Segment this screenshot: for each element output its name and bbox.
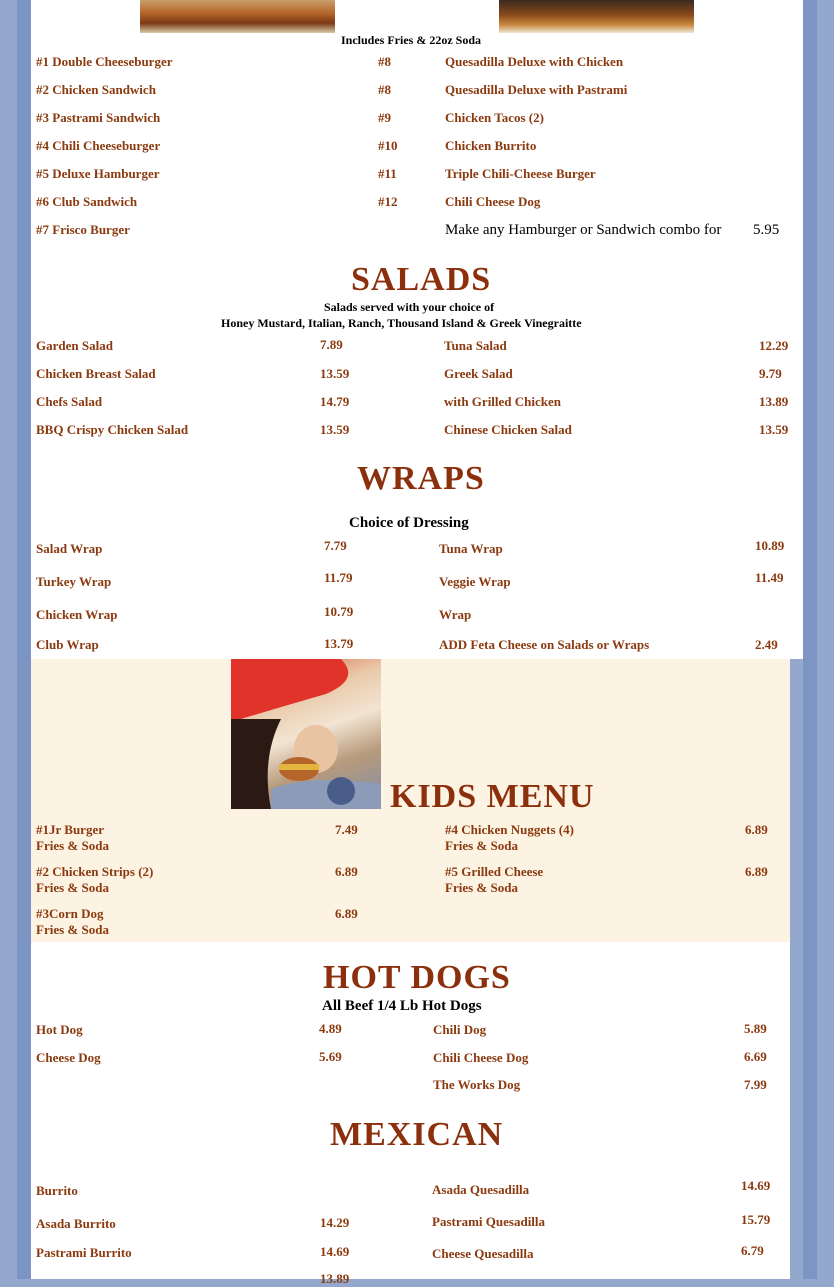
combo-item: Quesadilla Deluxe with Chicken xyxy=(445,54,624,69)
wrap-item-price: 10.79 xyxy=(324,604,354,619)
salad-item-name: Garden Salad xyxy=(36,338,113,353)
salad-item-price: 14.79 xyxy=(320,394,350,409)
hotdog-item-price: 6.69 xyxy=(744,1049,767,1064)
right-border xyxy=(803,0,817,1279)
kids-item-name: #1Jr Burger xyxy=(36,822,104,837)
wrap-item-name: Turkey Wrap xyxy=(36,574,112,589)
mexican-item-name: Cheese Quesadilla xyxy=(432,1246,534,1261)
combo-item: #5 Deluxe Hamburger xyxy=(36,166,160,181)
salad-item-price: 13.59 xyxy=(320,366,350,381)
kids-item-price: 6.89 xyxy=(745,822,768,837)
salad-item-name: with Grilled Chicken xyxy=(444,394,562,409)
combo-number: #9 xyxy=(378,110,391,125)
kids-item-name: #2 Chicken Strips (2) xyxy=(36,864,154,879)
combo-number: #12 xyxy=(378,194,398,209)
kids-item-sides: Fries & Soda xyxy=(36,880,109,895)
mexican-item-name: Burrito xyxy=(36,1183,78,1198)
kids-item-name: #3Corn Dog xyxy=(36,906,104,921)
hotdog-item-name: The Works Dog xyxy=(433,1077,521,1092)
wrap-item-name: Wrap xyxy=(439,607,472,622)
salad-item-price: 9.79 xyxy=(759,366,782,381)
kids-item-price: 6.89 xyxy=(745,864,768,879)
kids-item-name: #5 Grilled Cheese xyxy=(445,864,544,879)
kids-item-price: 6.89 xyxy=(335,906,358,921)
make-any-combo-price: 5.95 xyxy=(753,222,780,238)
mexican-item-price: 14.29 xyxy=(320,1215,350,1230)
make-any-combo-text: Make any Hamburger or Sandwich combo for xyxy=(445,222,722,238)
hotdog-item-name: Chili Dog xyxy=(433,1022,487,1037)
wrap-item-name: Chicken Wrap xyxy=(36,607,118,622)
wrap-item-price: 13.79 xyxy=(324,636,354,651)
kids-item-price: 7.49 xyxy=(335,822,358,837)
hot-dogs-heading: HOT DOGS xyxy=(323,959,511,996)
salad-item-price: 13.59 xyxy=(759,422,789,437)
mexican-item-price: 6.79 xyxy=(741,1243,764,1258)
hotdog-item-price: 7.99 xyxy=(744,1077,767,1092)
combo-item: #4 Chili Cheeseburger xyxy=(36,138,161,153)
kids-item-name: #4 Chicken Nuggets (4) xyxy=(445,822,574,837)
salad-item-name: Chicken Breast Salad xyxy=(36,366,156,381)
combo-number: #11 xyxy=(378,166,397,181)
combos-includes: Includes Fries & 22oz Soda xyxy=(341,33,482,47)
combo-item: #2 Chicken Sandwich xyxy=(36,82,156,97)
combo-number: #8 xyxy=(378,54,391,69)
hotdog-item-price: 4.89 xyxy=(319,1021,342,1036)
mexican-item-name: Pastrami Burrito xyxy=(36,1245,132,1260)
wrap-item-price: 7.79 xyxy=(324,538,347,553)
combo-item: #6 Club Sandwich xyxy=(36,194,138,209)
wraps-subtitle: Choice of Dressing xyxy=(349,515,469,531)
combo-item: Chicken Burrito xyxy=(445,138,537,153)
burger-photo-right xyxy=(499,0,694,33)
wrap-item-name: Salad Wrap xyxy=(36,541,103,556)
hot-dogs-subtitle: All Beef 1/4 Lb Hot Dogs xyxy=(322,998,482,1014)
kids-item-sides: Fries & Soda xyxy=(36,838,109,853)
mexican-item-price: 14.69 xyxy=(741,1178,771,1193)
hotdog-item-name: Hot Dog xyxy=(36,1022,83,1037)
combo-item: Triple Chili-Cheese Burger xyxy=(445,166,596,181)
combo-number: #10 xyxy=(378,138,398,153)
kids-item-price: 6.89 xyxy=(335,864,358,879)
kids-menu-heading: KIDS MENU xyxy=(390,778,595,815)
mexican-item-name: Pastrami Quesadilla xyxy=(432,1214,546,1229)
salads-subtitle: Salads served with your choice of xyxy=(324,300,495,314)
salads-dressings: Honey Mustard, Italian, Ranch, Thousand Island & Greek Vinegraitte xyxy=(221,316,582,330)
wrap-item-name: ADD Feta Cheese on Salads or Wraps xyxy=(439,637,650,652)
wrap-item-price: 10.89 xyxy=(755,538,785,553)
wrap-item-price: 2.49 xyxy=(755,637,778,652)
salad-item-name: Chefs Salad xyxy=(36,394,103,409)
mexican-heading: MEXICAN xyxy=(330,1116,504,1153)
combo-item: Chicken Tacos (2) xyxy=(445,110,544,125)
mexican-item-price: 14.69 xyxy=(320,1244,350,1259)
salad-item-name: BBQ Crispy Chicken Salad xyxy=(36,422,189,437)
salad-item-price: 7.89 xyxy=(320,337,343,352)
mexican-item-name: Asada Burrito xyxy=(36,1216,116,1231)
combo-item: Quesadilla Deluxe with Pastrami xyxy=(445,82,628,97)
wrap-item-name: Tuna Wrap xyxy=(439,541,503,556)
combo-number: #8 xyxy=(378,82,391,97)
combo-item: #3 Pastrami Sandwich xyxy=(36,110,161,125)
hotdog-item-price: 5.89 xyxy=(744,1021,767,1036)
salad-item-name: Chinese Chicken Salad xyxy=(444,422,572,437)
mexican-item-name: Asada Quesadilla xyxy=(432,1182,530,1197)
salad-item-name: Tuna Salad xyxy=(444,338,507,353)
salad-item-price: 12.29 xyxy=(759,338,789,353)
salad-item-price: 13.89 xyxy=(759,394,789,409)
combo-item: Chili Cheese Dog xyxy=(445,194,541,209)
wrap-item-name: Club Wrap xyxy=(36,637,99,652)
combo-item: #1 Double Cheeseburger xyxy=(36,54,173,69)
kids-item-sides: Fries & Soda xyxy=(445,838,518,853)
burger-photo-left xyxy=(140,0,335,33)
salad-item-name: Greek Salad xyxy=(444,366,513,381)
wrap-item-price: 11.49 xyxy=(755,570,784,585)
kids-item-sides: Fries & Soda xyxy=(36,922,109,937)
hotdog-item-name: Chili Cheese Dog xyxy=(433,1050,529,1065)
combo-item: #7 Frisco Burger xyxy=(36,222,130,237)
left-border xyxy=(17,0,31,1279)
wrap-item-name: Veggie Wrap xyxy=(439,574,511,589)
hotdog-item-name: Cheese Dog xyxy=(36,1050,101,1065)
hotdog-item-price: 5.69 xyxy=(319,1049,342,1064)
salad-item-price: 13.59 xyxy=(320,422,350,437)
kids-item-sides: Fries & Soda xyxy=(445,880,518,895)
wrap-item-price: 11.79 xyxy=(324,570,353,585)
mexican-item-price: 15.79 xyxy=(741,1212,771,1227)
kid-eating-burger-photo xyxy=(231,659,381,809)
wraps-heading: WRAPS xyxy=(357,460,485,497)
salads-heading: SALADS xyxy=(351,261,492,298)
mexican-item-price: 13.89 xyxy=(320,1271,350,1286)
